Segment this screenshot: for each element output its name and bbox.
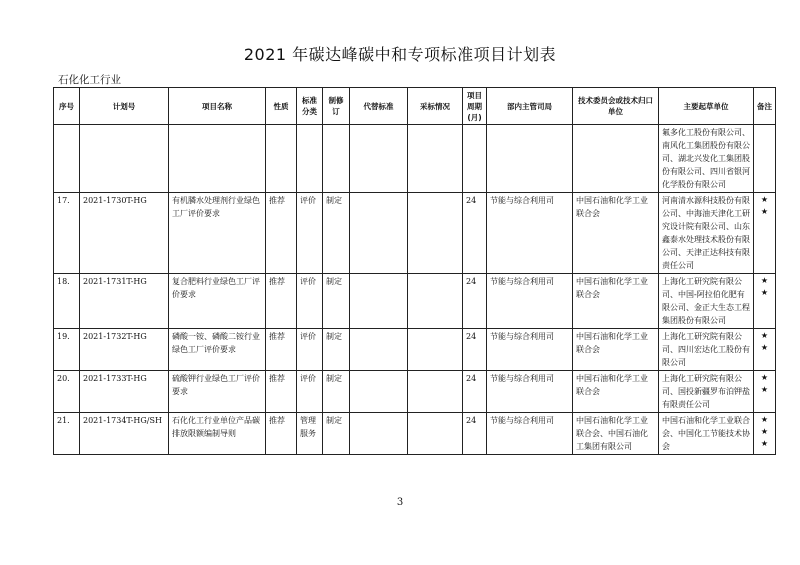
cell-remarks <box>754 329 776 371</box>
cell-revision: 制定 <box>323 329 350 371</box>
table-row-continued <box>54 125 776 193</box>
cell-dept: 节能与综合利用司 <box>487 329 573 371</box>
star-marks: ★ ★ <box>760 276 769 297</box>
cell-revision: 制定 <box>323 274 350 329</box>
cell-drafting: 中国石油和化学工业联合会、中国化工节能技术协会 <box>659 413 754 455</box>
cell-period: 24 <box>463 371 487 413</box>
cell-name: 有机膦水处理剂行业绿色工厂评价要求 <box>169 193 266 274</box>
cell-dept: 节能与综合利用司 <box>487 371 573 413</box>
cell-revision: 制定 <box>323 193 350 274</box>
cell-no: 19. <box>54 329 80 371</box>
cell-name: 复合肥料行业绿色工厂评价要求 <box>169 274 266 329</box>
cell-remarks <box>754 413 776 455</box>
cell-category: 管理服务 <box>297 413 323 455</box>
table-row <box>54 371 776 413</box>
cell-name: 硫酸钾行业绿色工厂评价要求 <box>169 371 266 413</box>
cell-committee: 中国石油和化学工业联合会、中国石油化工集团有限公司 <box>573 413 659 455</box>
cell-revision: 制定 <box>323 371 350 413</box>
cell-period: 24 <box>463 274 487 329</box>
cell-category: 评价 <box>297 193 323 274</box>
cell-nature: 推荐 <box>266 371 297 413</box>
cell-nature: 推荐 <box>266 274 297 329</box>
cell-category: 评价 <box>297 274 323 329</box>
cell-adoption <box>408 413 463 455</box>
cell-drafting: 上海化工研究院有限公司、国投新疆罗布泊钾盐有限责任公司 <box>659 371 754 413</box>
page-title: 2021 年碳达峰碳中和专项标准项目计划表 <box>243 45 557 64</box>
cell-replaced <box>350 274 408 329</box>
header-category: 标准分类 <box>297 88 323 125</box>
cell-replaced <box>350 413 408 455</box>
cell-drafting: 河南清水源科技股份有限公司、中海油天津化工研究设计院有限公司、山东鑫泰水处理技术股份有限公司、天津正达科技有限责任公司 <box>659 193 754 274</box>
cell-dept: 节能与综合利用司 <box>487 193 573 274</box>
cell-committee: 中国石油和化学工业联合会 <box>573 274 659 329</box>
header-committee: 技术委员会或技术归口单位 <box>573 88 659 125</box>
cell-period: 24 <box>463 413 487 455</box>
cell-category: 评价 <box>297 329 323 371</box>
header-plan-no: 计划号 <box>80 88 169 125</box>
cell-name: 石化化工行业单位产品碳排放限额编制导则 <box>169 413 266 455</box>
star-marks: ★ ★ ★ <box>760 415 769 448</box>
header-dept: 部内主管司局 <box>487 88 573 125</box>
cell-dept: 节能与综合利用司 <box>487 274 573 329</box>
cell-adoption <box>408 193 463 274</box>
cell-adoption <box>408 371 463 413</box>
cell-plan-no: 2021-1733T-HG <box>80 371 169 413</box>
cell-dept: 节能与综合利用司 <box>487 413 573 455</box>
cell-revision: 制定 <box>323 413 350 455</box>
page-number: 3 <box>396 497 404 508</box>
cell-nature: 推荐 <box>266 413 297 455</box>
cell-committee: 中国石油和化学工业联合会 <box>573 371 659 413</box>
header-adoption: 采标情况 <box>408 88 463 125</box>
header-no: 序号 <box>54 88 80 125</box>
table-row <box>54 274 776 329</box>
cell-no: 21. <box>54 413 80 455</box>
star-marks: ★ ★ <box>760 373 769 394</box>
cell-plan-no: 2021-1734T-HG/SH <box>80 413 169 455</box>
cell-committee: 中国石油和化学工业联合会 <box>573 329 659 371</box>
cell-adoption <box>408 329 463 371</box>
cell-period: 24 <box>463 193 487 274</box>
table-header-row <box>54 88 776 125</box>
table-row <box>54 329 776 371</box>
header-name: 项目名称 <box>169 88 266 125</box>
cell-plan-no: 2021-1730T-HG <box>80 193 169 274</box>
table-row <box>54 193 776 274</box>
table-row <box>54 413 776 455</box>
cell-plan-no: 2021-1732T-HG <box>80 329 169 371</box>
plan-table <box>53 87 776 455</box>
cell-replaced <box>350 193 408 274</box>
cell-drafting: 氟多化工股份有限公司、南风化工集团股份有限公司、湖北兴发化工集团股份有限公司、四川省银河化学股份有限公司 <box>659 125 754 193</box>
header-period: 项目周期(月) <box>463 88 487 125</box>
cell-committee: 中国石油和化学工业联合会 <box>573 193 659 274</box>
cell-no: 18. <box>54 274 80 329</box>
cell-nature: 推荐 <box>266 329 297 371</box>
cell-period: 24 <box>463 329 487 371</box>
cell-drafting: 上海化工研究院有限公司、四川宏达化工股份有限公司 <box>659 329 754 371</box>
header-remarks: 备注 <box>754 88 776 125</box>
cell-no: 20. <box>54 371 80 413</box>
cell-adoption <box>408 274 463 329</box>
star-marks: ★ ★ <box>760 195 769 216</box>
header-revision: 制修订 <box>323 88 350 125</box>
cell-remarks <box>754 193 776 274</box>
header-replaced: 代替标准 <box>350 88 408 125</box>
cell-nature: 推荐 <box>266 193 297 274</box>
cell-category: 评价 <box>297 371 323 413</box>
cell-replaced <box>350 371 408 413</box>
header-drafting: 主要起草单位 <box>659 88 754 125</box>
cell-replaced <box>350 329 408 371</box>
cell-no: 17. <box>54 193 80 274</box>
cell-name: 磷酸一铵、磷酸二铵行业绿色工厂评价要求 <box>169 329 266 371</box>
section-label: 石化化工行业 <box>58 74 121 86</box>
cell-remarks <box>754 371 776 413</box>
header-nature: 性质 <box>266 88 297 125</box>
cell-drafting: 上海化工研究院有限公司、中国-阿拉伯化肥有限公司、金正大生态工程集团股份有限公司 <box>659 274 754 329</box>
star-marks: ★ ★ <box>760 331 769 352</box>
cell-remarks <box>754 274 776 329</box>
cell-plan-no: 2021-1731T-HG <box>80 274 169 329</box>
